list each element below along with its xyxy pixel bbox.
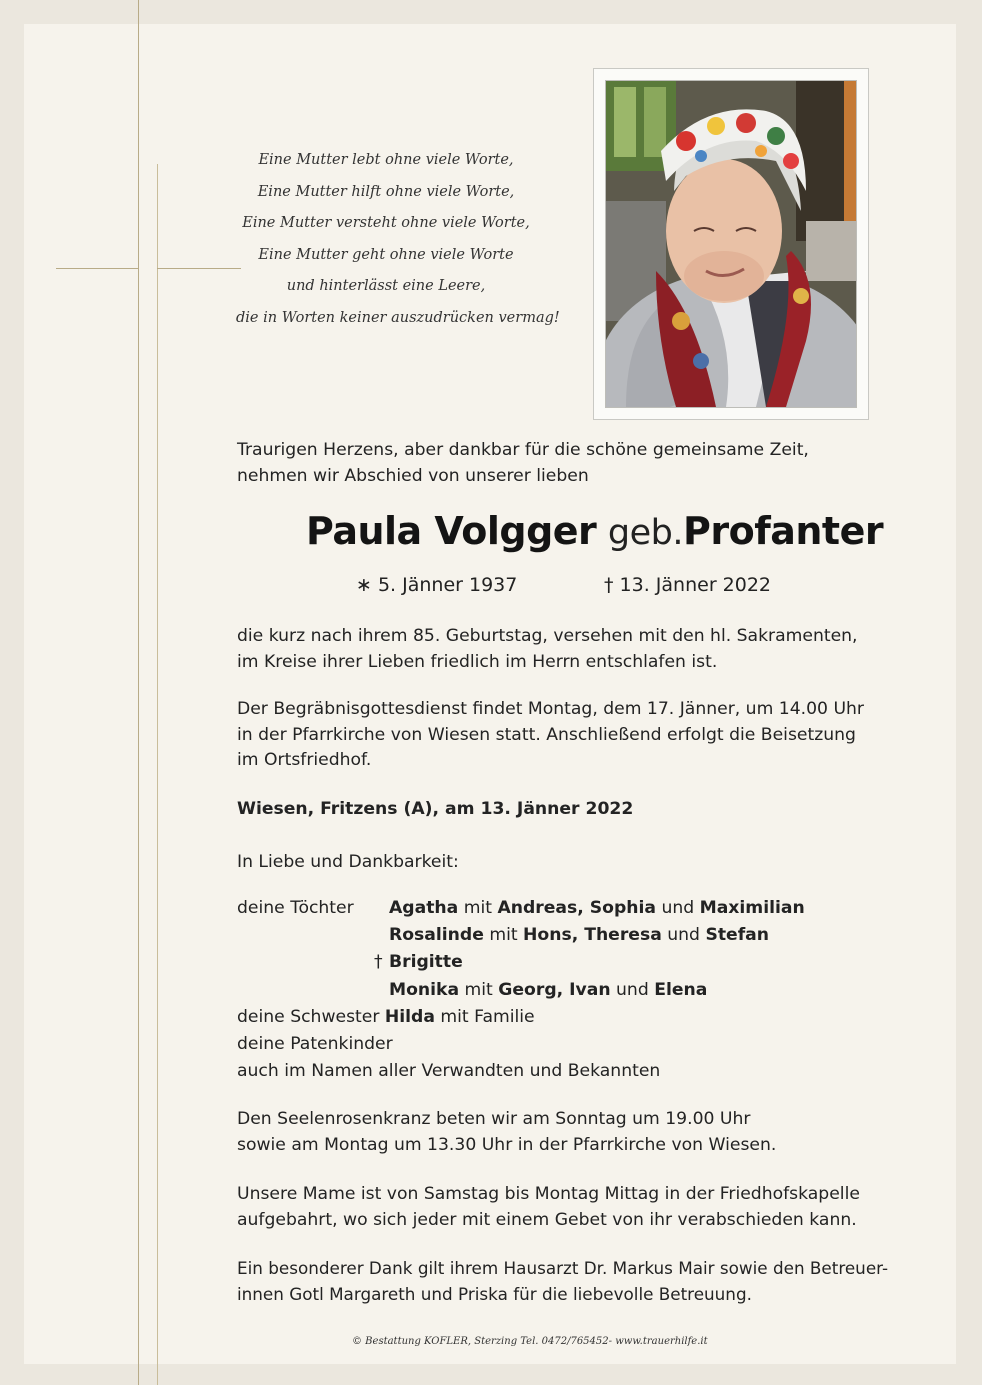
name-bold: Andreas, Sophia — [497, 898, 656, 918]
poem-line: die in Worten keiner auszudrücken vermag! — [236, 309, 560, 326]
sister-entry — [237, 1005, 535, 1031]
sister-prefix: deine Schwester — [237, 1006, 385, 1027]
paragraph-funeral — [237, 697, 864, 774]
family-row — [237, 978, 857, 1005]
daughter-entry — [389, 978, 707, 1004]
family-row — [237, 950, 857, 977]
birth-date: ∗ 5. Jänner 1937 — [356, 574, 518, 596]
paragraph-thanks — [237, 1256, 888, 1307]
paragraph-line: Unsere Mame ist von Samstag bis Montag Mittag in der Friedhofskapelle — [237, 1184, 860, 1204]
funeral-home-footer: © Bestattung KOFLER, Sterzing Tel. 0472/765452- www.trauerhilfe.it — [352, 1336, 708, 1347]
cross-horizontal-line-right — [157, 268, 241, 269]
connector: mit — [459, 979, 499, 1000]
name-bold: Monika — [389, 979, 460, 1000]
poem-line: Eine Mutter hilft ohne viele Worte, — [257, 183, 515, 200]
cross-horizontal-line-left — [56, 268, 138, 269]
name-bold: Brigitte — [389, 952, 463, 973]
deceased-name — [306, 505, 883, 559]
daughter-entry — [389, 896, 805, 922]
portrait-illustration — [606, 81, 856, 407]
poem — [236, 145, 560, 335]
paragraph-line: Der Begräbnisgottesdienst findet Montag, dem 17. Jänner, um 14.00 Uhr — [237, 699, 864, 719]
family-row — [237, 896, 857, 923]
name-bold: Hons, Theresa — [523, 925, 662, 946]
sister-suffix: mit Familie — [434, 1006, 535, 1027]
poem-line: Eine Mutter geht ohne viele Worte — [258, 246, 514, 263]
family-row — [237, 1059, 857, 1086]
daughter-entry — [389, 950, 463, 976]
poem-line: Eine Mutter lebt ohne viele Worte, — [258, 152, 514, 168]
daughter-entry — [389, 923, 769, 949]
paragraph-line: aufgebahrt, wo sich jeder mit einem Gebet von ihr verabschieden kann. — [237, 1209, 857, 1230]
family-list — [237, 896, 857, 1086]
dagger-icon: † — [374, 952, 383, 973]
paragraph-line: im Kreise ihrer Lieben friedlich im Herrn entschlafen ist. — [237, 651, 718, 672]
name-bold: Georg, Ivan — [498, 979, 611, 1000]
godchildren-entry: deine Patenkinder — [237, 1033, 393, 1054]
sister-name: Hilda — [384, 1006, 435, 1027]
daughters-label: deine Töchter — [237, 898, 354, 918]
place-date: Wiesen, Fritzens (A), am 13. Jänner 2022 — [237, 799, 634, 819]
poem-line: Eine Mutter versteht ohne viele Worte, — [242, 215, 530, 232]
connector: und — [655, 898, 700, 918]
connector: und — [661, 925, 706, 946]
poem-line: und hinterlässt eine Leere, — [286, 278, 486, 295]
name-bold: Elena — [654, 979, 708, 1000]
intro-text — [237, 438, 809, 489]
paragraph-line: die kurz nach ihrem 85. Geburtstag, versehen mit den hl. Sakramenten, — [237, 626, 858, 646]
deceased-first-name: Paula Volgger — [306, 509, 597, 553]
paragraph-line: Den Seelenrosenkranz beten wir am Sonntag um 19.00 Uhr — [237, 1109, 751, 1129]
paragraph-rosary — [237, 1107, 776, 1158]
death-date: † 13. Jänner 2022 — [604, 574, 772, 596]
paragraph-line: in der Pfarrkirche von Wiesen statt. Anschließend erfolgt die Beisetzung — [237, 724, 856, 745]
portrait-frame — [593, 68, 869, 420]
cross-vertical-line — [138, 0, 139, 1385]
connector: mit — [483, 925, 524, 946]
connector: mit — [458, 898, 498, 918]
connector: und — [610, 979, 655, 1000]
paragraph-line: sowie am Montag um 13.30 Uhr in der Pfarrkirche von Wiesen. — [237, 1134, 777, 1155]
paragraph-line: Ein besonderer Dank gilt ihrem Hausarzt Dr. Markus Mair sowie den Betreuer- — [237, 1258, 889, 1278]
name-bold: Agatha — [389, 898, 459, 918]
family-row — [237, 1005, 857, 1032]
name-bold: Rosalinde — [389, 925, 484, 946]
paragraph-passing — [237, 624, 858, 675]
deceased-maiden-name: Profanter — [683, 509, 884, 553]
paragraph-viewing — [237, 1182, 860, 1233]
name-bold: Maximilian — [699, 898, 805, 918]
intro-line: Traurigen Herzens, aber dankbar für die schöne gemeinsame Zeit, — [237, 440, 809, 460]
relatives-entry: auch im Namen aller Verwandten und Bekannten — [237, 1061, 661, 1082]
intro-line: nehmen wir Abschied von unserer lieben — [237, 465, 589, 486]
geb-label: geb. — [607, 513, 683, 553]
paragraph-line: im Ortsfriedhof. — [237, 750, 372, 770]
cross-vertical-line-inner — [157, 164, 158, 1385]
portrait-photo — [605, 80, 857, 408]
greeting: In Liebe und Dankbarkeit: — [237, 852, 459, 872]
paragraph-line: innen Gotl Margareth und Priska für die liebevolle Betreuung. — [237, 1283, 752, 1304]
family-row — [237, 923, 857, 950]
name-bold: Stefan — [705, 925, 770, 946]
family-row — [237, 1032, 857, 1059]
